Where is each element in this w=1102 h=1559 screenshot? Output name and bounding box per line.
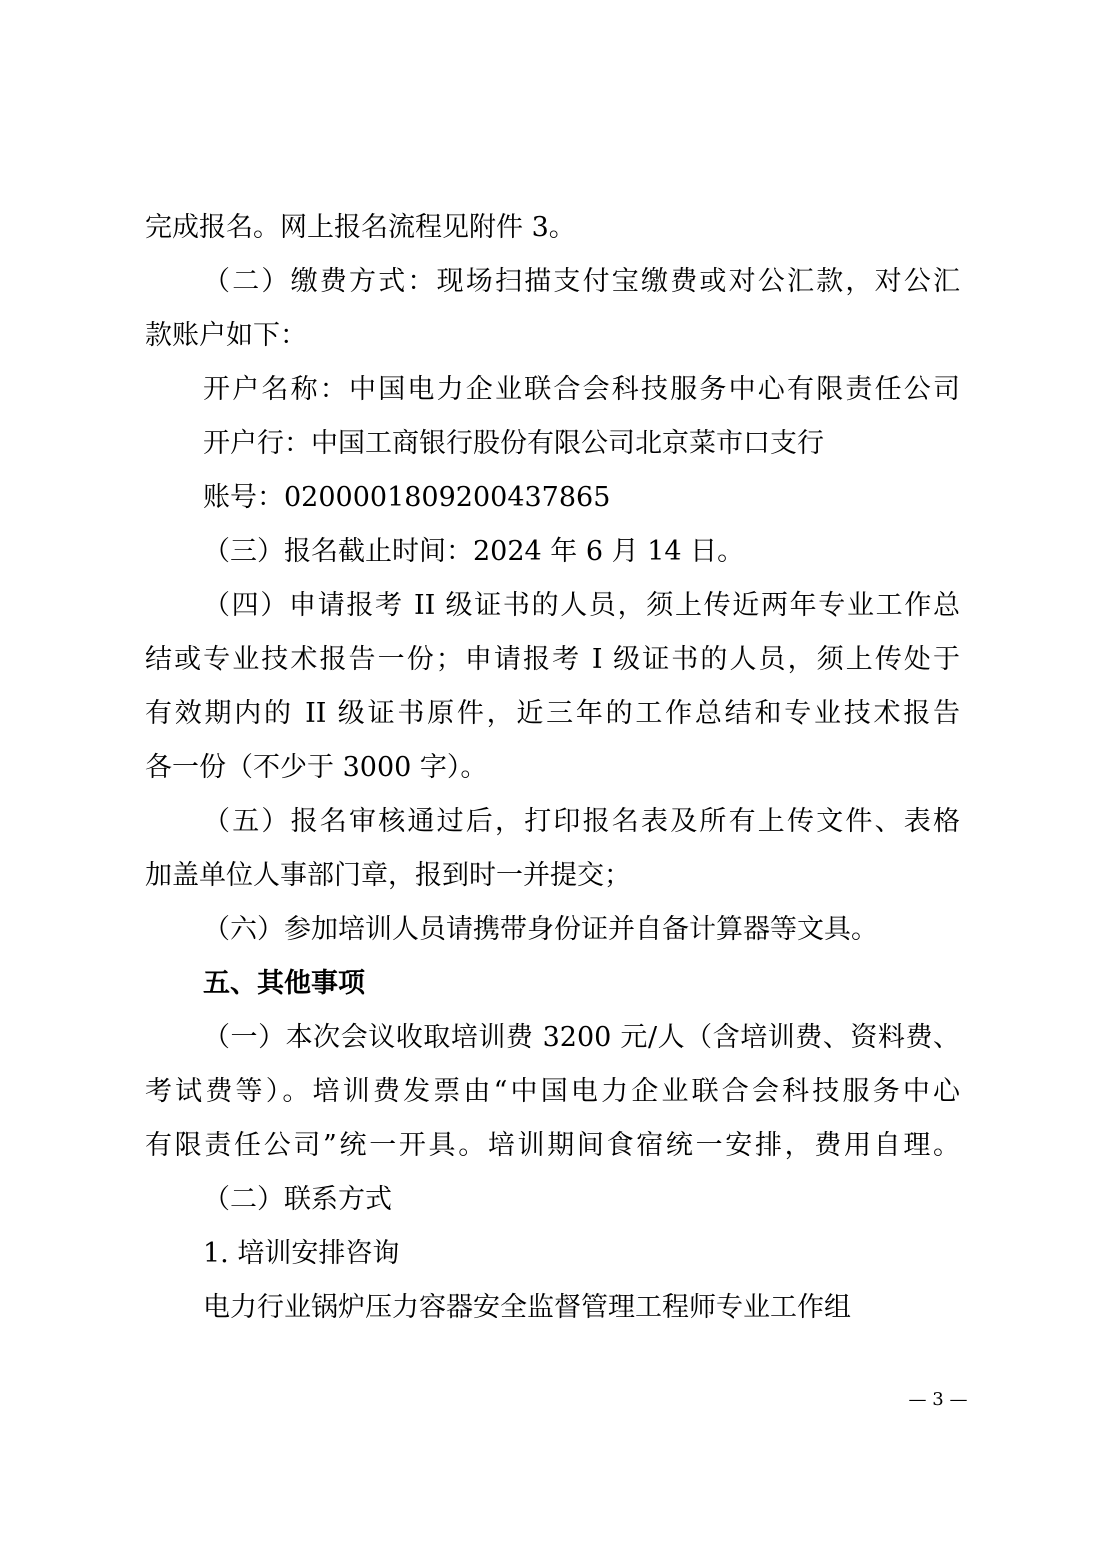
- paragraph-line: 有限责任公司”统一开具。培训期间食宿统一安排，费用自理。: [145, 1130, 960, 1161]
- account-number-line: 账号：0200001809200437865: [203, 482, 611, 513]
- paragraph-line: 款账户如下：: [145, 320, 307, 351]
- paragraph-line: 有效期内的 II 级证书原件，近三年的工作总结和专业技术报告: [145, 698, 960, 729]
- section-heading: 五、其他事项: [203, 968, 365, 999]
- paragraph-line: 考试费等）。培训费发票由“中国电力企业联合会科技服务中心: [145, 1076, 960, 1107]
- subsection-heading: （二）联系方式: [203, 1184, 392, 1215]
- paragraph-line: （五）报名审核通过后，打印报名表及所有上传文件、表格: [203, 806, 960, 837]
- bank-line: 开户行：中国工商银行股份有限公司北京菜市口支行: [203, 428, 824, 459]
- paragraph-line: （六）参加培训人员请携带身份证并自备计算器等文具。: [203, 914, 878, 945]
- account-name-line: 开户名称：中国电力企业联合会科技服务中心有限责任公司: [203, 374, 960, 405]
- paragraph-line: 完成报名。网上报名流程见附件 3。: [145, 212, 576, 243]
- paragraph-line: 结或专业技术报告一份；申请报考 I 级证书的人员，须上传处于: [145, 644, 960, 675]
- paragraph-line: （二）缴费方式：现场扫描支付宝缴费或对公汇款，对公汇: [203, 266, 960, 297]
- paragraph-line: 加盖单位人事部门章，报到时一并提交；: [145, 860, 631, 891]
- paragraph-line: 电力行业锅炉压力容器安全监督管理工程师专业工作组: [203, 1292, 851, 1323]
- paragraph-line: 各一份（不少于 3000 字）。: [145, 752, 488, 783]
- paragraph-line: （一）本次会议收取培训费 3200 元/人（含培训费、资料费、: [203, 1022, 960, 1053]
- subsection-heading: 1. 培训安排咨询: [203, 1238, 400, 1269]
- page-number: — 3 —: [908, 1389, 968, 1410]
- paragraph-line: （四）申请报考 II 级证书的人员，须上传近两年专业工作总: [203, 590, 960, 621]
- deadline-line: （三）报名截止时间：2024 年 6 月 14 日。: [203, 536, 745, 567]
